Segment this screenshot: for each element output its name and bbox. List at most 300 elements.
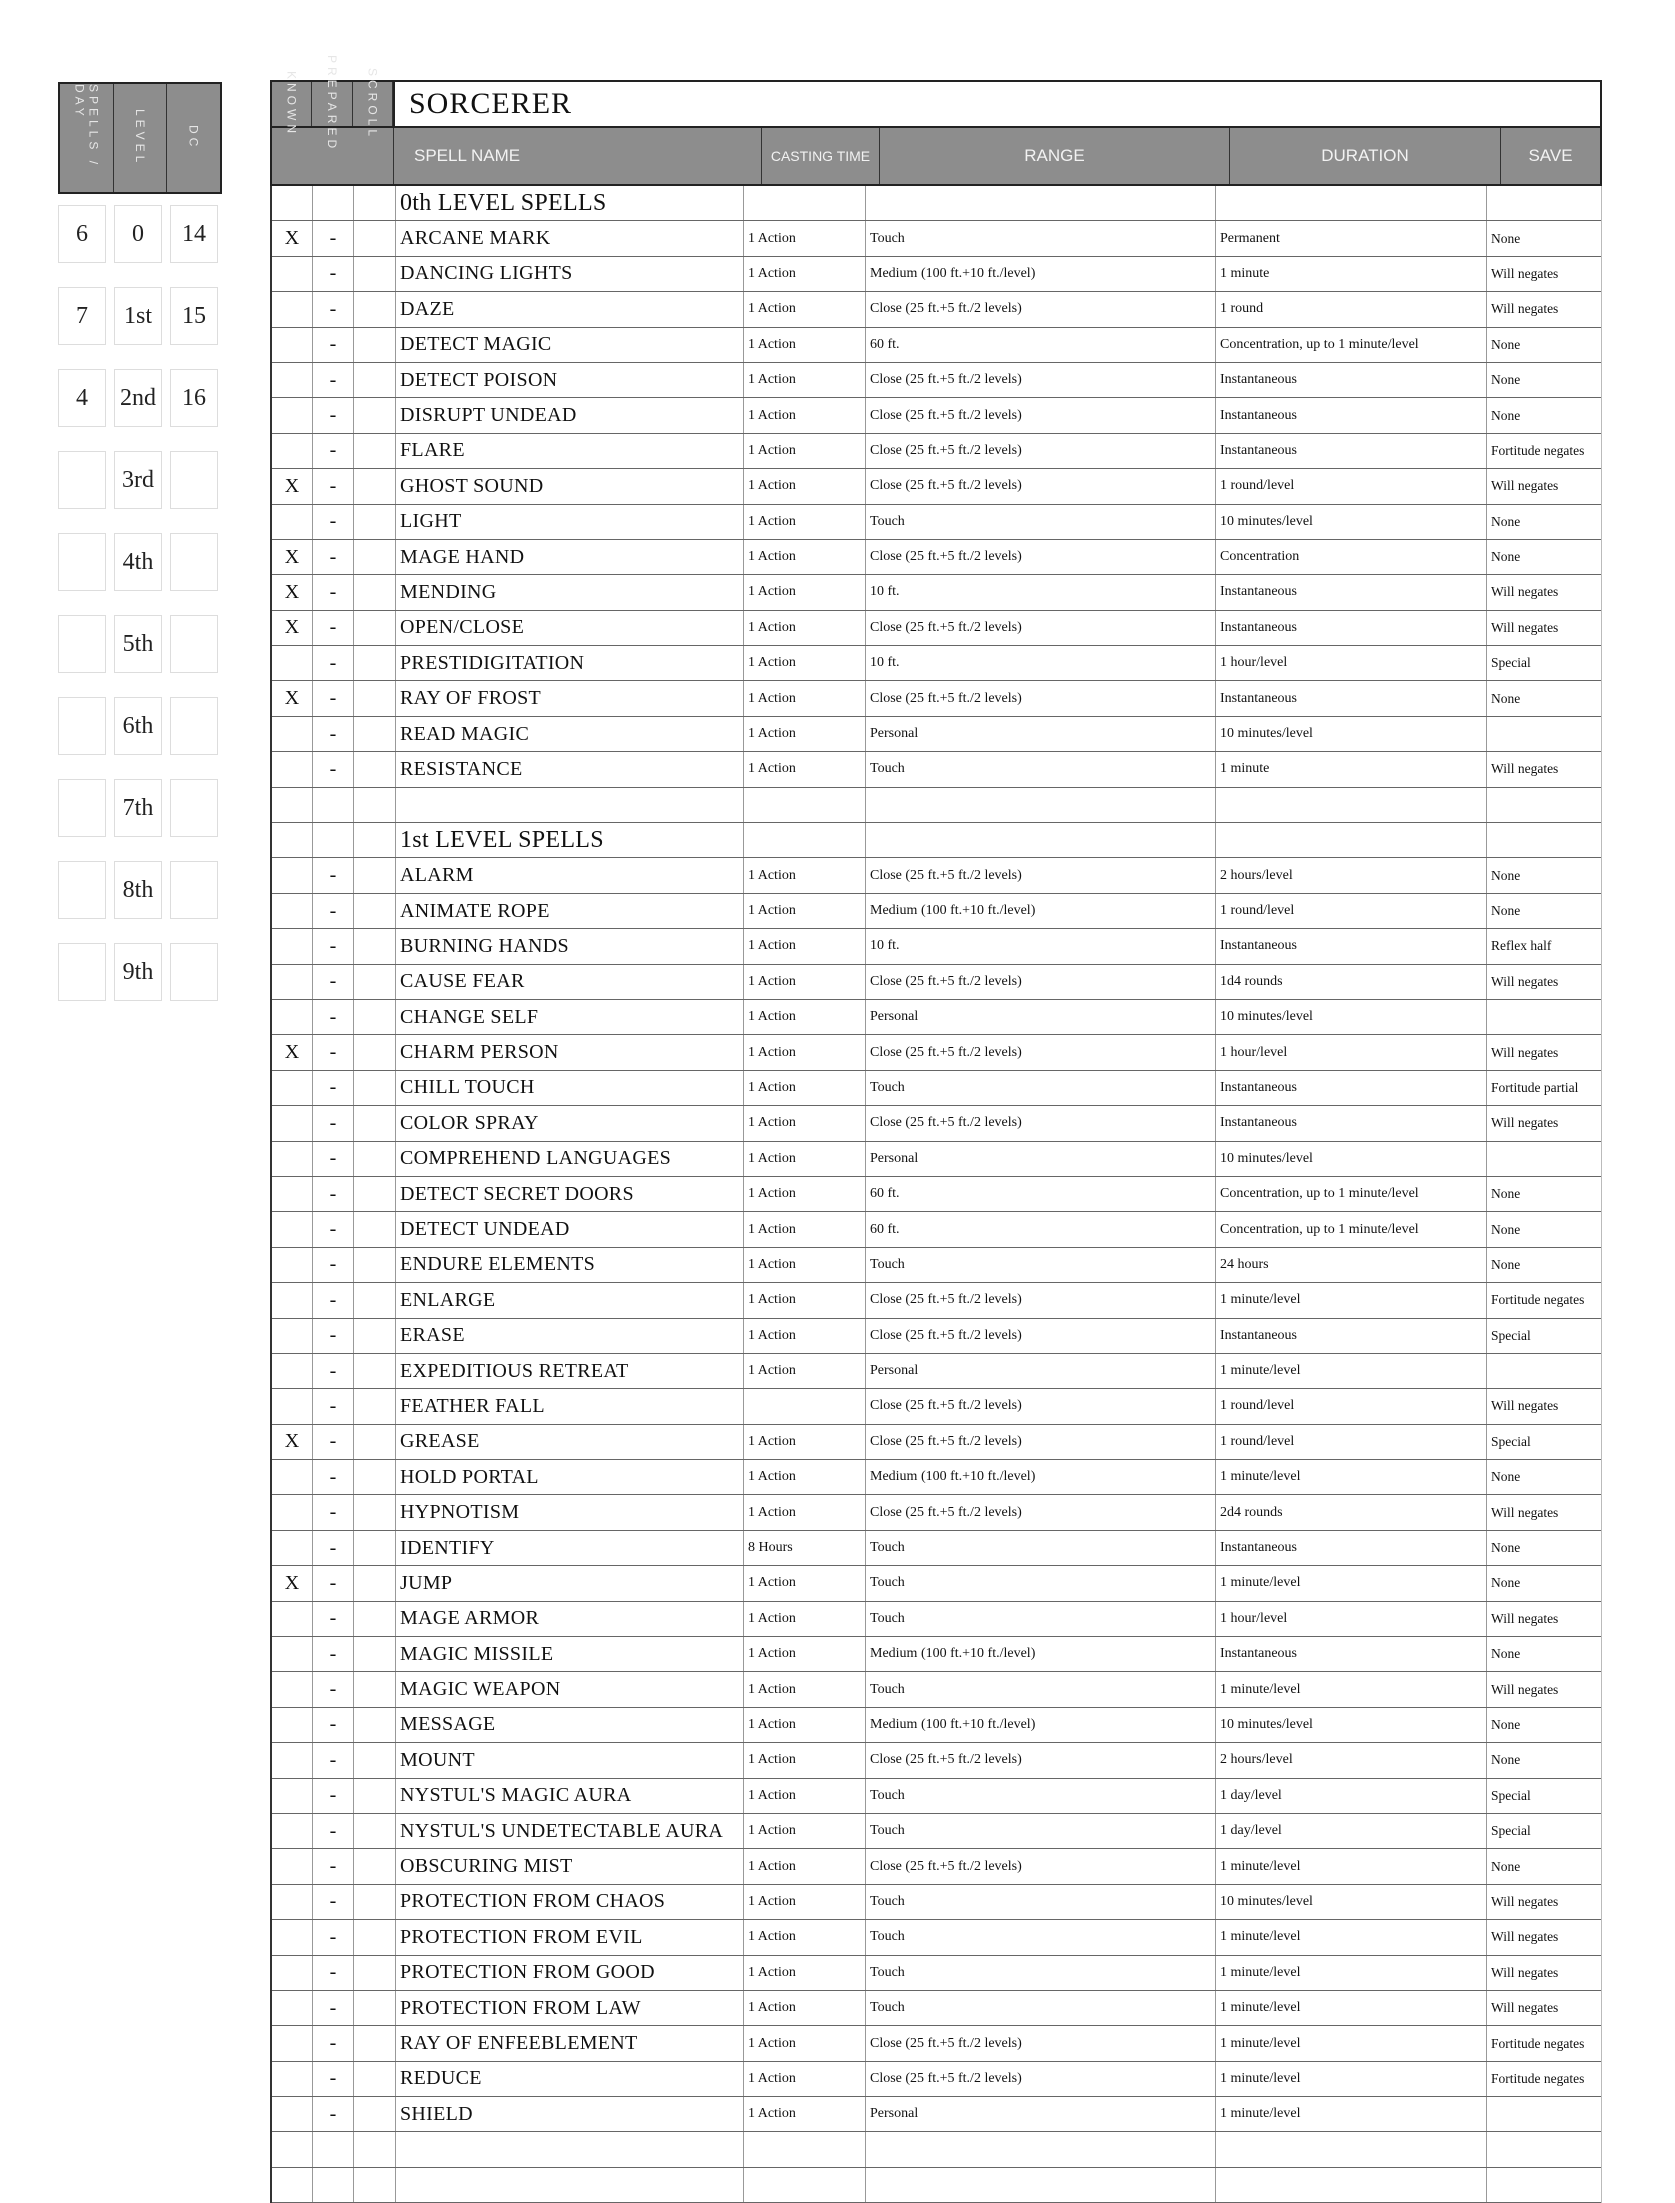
known-checkbox[interactable] <box>272 1602 313 1636</box>
known-checkbox[interactable] <box>272 292 313 326</box>
scroll-cell[interactable] <box>354 1177 396 1211</box>
scroll-cell[interactable] <box>354 434 396 468</box>
known-checkbox[interactable] <box>272 257 313 291</box>
spells-per-day-cell[interactable] <box>58 533 106 591</box>
range: Close (25 ft.+5 ft./2 levels) <box>866 1319 1216 1353</box>
prepared-cell[interactable]: - <box>313 1354 354 1388</box>
scroll-cell[interactable] <box>354 717 396 751</box>
known-checkbox[interactable]: X <box>272 1035 313 1069</box>
spells-per-day-cell[interactable]: 7 <box>58 287 106 345</box>
scroll-cell[interactable] <box>354 1708 396 1742</box>
dc-cell[interactable] <box>170 861 218 919</box>
known-checkbox[interactable] <box>272 965 313 999</box>
known-checkbox[interactable]: X <box>272 611 313 645</box>
prepared-cell[interactable]: - <box>313 717 354 751</box>
range: Close (25 ft.+5 ft./2 levels) <box>866 398 1216 432</box>
level-cell[interactable]: 9th <box>114 943 162 1001</box>
duration: 1 hour/level <box>1216 1602 1487 1636</box>
duration: Instantaneous <box>1216 434 1487 468</box>
known-checkbox[interactable] <box>272 1495 313 1529</box>
save: None <box>1491 690 1521 706</box>
range: Touch <box>866 1531 1216 1565</box>
spell-name: ALARM <box>396 858 744 892</box>
spell-name: EXPEDITIOUS RETREAT <box>396 1354 744 1388</box>
prepared-cell[interactable] <box>313 186 354 220</box>
casting-time <box>744 2132 866 2166</box>
spell-row <box>272 1283 1601 1318</box>
scroll-cell[interactable] <box>354 2132 396 2166</box>
known-checkbox[interactable] <box>272 1672 313 1706</box>
prepared-cell[interactable]: - <box>313 1672 354 1706</box>
prepared-cell[interactable]: - <box>313 1177 354 1211</box>
scroll-cell[interactable] <box>354 540 396 574</box>
casting-time: 1 Action <box>744 1743 866 1777</box>
save <box>1487 717 1601 751</box>
spell-row <box>272 1743 1601 1778</box>
scroll-cell[interactable] <box>354 1602 396 1636</box>
spell-level-heading: 0th LEVEL SPELLS <box>396 186 744 220</box>
prepared-cell[interactable]: - <box>313 1602 354 1636</box>
casting-time: 1 Action <box>744 1637 866 1671</box>
prepared-cell[interactable]: - <box>313 434 354 468</box>
casting-time: 1 Action <box>744 894 866 928</box>
level-cell[interactable]: 6th <box>114 697 162 755</box>
scroll-cell[interactable] <box>354 681 396 715</box>
prepared-cell[interactable]: - <box>313 221 354 255</box>
spells-per-day-cell[interactable] <box>58 615 106 673</box>
known-checkbox[interactable] <box>272 823 313 857</box>
spell-row <box>272 398 1601 433</box>
range: Medium (100 ft.+10 ft./level) <box>866 1708 1216 1742</box>
known-checkbox[interactable] <box>272 398 313 432</box>
scroll-cell[interactable] <box>354 1319 396 1353</box>
side-row <box>58 615 218 671</box>
dc-cell[interactable] <box>170 533 218 591</box>
prepared-cell[interactable]: - <box>313 894 354 928</box>
range <box>866 186 1216 220</box>
side-row <box>58 205 218 261</box>
known-checkbox[interactable] <box>272 1319 313 1353</box>
scroll-cell[interactable] <box>354 1531 396 1565</box>
range: Touch <box>866 1672 1216 1706</box>
prepared-cell[interactable] <box>313 823 354 857</box>
level-cell[interactable]: 7th <box>114 779 162 837</box>
casting-time: 1 Action <box>744 292 866 326</box>
dc-cell[interactable] <box>170 943 218 1001</box>
known-checkbox[interactable] <box>272 1071 313 1105</box>
known-checkbox[interactable] <box>272 858 313 892</box>
spell-row <box>272 1531 1601 1566</box>
flag-column-headers <box>270 55 393 153</box>
prepared-cell[interactable]: - <box>313 1920 354 1954</box>
scroll-cell[interactable] <box>354 1035 396 1069</box>
save: Will negates <box>1491 1044 1559 1060</box>
prepared-cell[interactable]: - <box>313 1142 354 1176</box>
save: Will negates <box>1491 1398 1559 1414</box>
duration <box>1216 186 1487 220</box>
known-checkbox[interactable] <box>272 2168 313 2202</box>
known-checkbox[interactable] <box>272 1531 313 1565</box>
known-checkbox[interactable] <box>272 505 313 539</box>
known-checkbox[interactable] <box>272 1920 313 1954</box>
spell-name: PROTECTION FROM GOOD <box>396 1956 744 1990</box>
prepared-cell[interactable]: - <box>313 1319 354 1353</box>
spell-row <box>272 1319 1601 1354</box>
scroll-cell[interactable] <box>354 788 396 822</box>
known-checkbox[interactable] <box>272 1956 313 1990</box>
prepared-cell[interactable]: - <box>313 2062 354 2096</box>
level-cell[interactable]: 0 <box>114 205 162 263</box>
scroll-cell[interactable] <box>354 1991 396 2025</box>
spells-per-day-cell[interactable] <box>58 779 106 837</box>
known-checkbox[interactable] <box>272 894 313 928</box>
save: Reflex half <box>1491 938 1552 954</box>
side-row <box>58 451 218 507</box>
prepared-cell[interactable]: - <box>313 328 354 362</box>
spell-row <box>272 646 1601 681</box>
scroll-cell[interactable] <box>354 257 396 291</box>
prepared-cell[interactable]: - <box>313 1531 354 1565</box>
prepared-cell[interactable]: - <box>313 1779 354 1813</box>
save: Special <box>1491 655 1531 671</box>
scroll-cell[interactable] <box>354 1885 396 1919</box>
known-checkbox[interactable] <box>272 1106 313 1140</box>
prepared-cell[interactable]: - <box>313 1956 354 1990</box>
known-checkbox[interactable]: X <box>272 469 313 503</box>
scroll-cell[interactable] <box>354 1849 396 1883</box>
prepared-cell[interactable]: - <box>313 1389 354 1423</box>
casting-time: 1 Action <box>744 717 866 751</box>
casting-time: 1 Action <box>744 1885 866 1919</box>
scroll-cell[interactable] <box>354 929 396 963</box>
scroll-cell[interactable] <box>354 1106 396 1140</box>
prepared-cell[interactable]: - <box>313 1460 354 1494</box>
known-checkbox[interactable] <box>272 1885 313 1919</box>
prepared-cell[interactable]: - <box>313 257 354 291</box>
range: 60 ft. <box>866 328 1216 362</box>
spells-per-day-cell[interactable] <box>58 697 106 755</box>
spells-per-day-cell[interactable]: 4 <box>58 369 106 427</box>
scroll-cell[interactable] <box>354 2168 396 2202</box>
scroll-cell[interactable] <box>354 894 396 928</box>
spells-per-day-cell[interactable] <box>58 861 106 919</box>
range: Close (25 ft.+5 ft./2 levels) <box>866 1743 1216 1777</box>
level-cell[interactable]: 3rd <box>114 451 162 509</box>
save: Will negates <box>1491 1893 1559 1909</box>
dc-cell[interactable]: 14 <box>170 205 218 263</box>
casting-time: 1 Action <box>744 1920 866 1954</box>
prepared-cell[interactable]: - <box>313 1000 354 1034</box>
range: Touch <box>866 1814 1216 1848</box>
prepared-cell[interactable]: - <box>313 1071 354 1105</box>
known-checkbox[interactable] <box>272 1248 313 1282</box>
level-cell[interactable]: 5th <box>114 615 162 673</box>
side-row <box>58 369 218 425</box>
scroll-cell[interactable] <box>354 292 396 326</box>
scroll-cell[interactable] <box>354 221 396 255</box>
known-checkbox[interactable] <box>272 363 313 397</box>
save: Will negates <box>1491 1964 1559 1980</box>
known-checkbox[interactable]: X <box>272 1566 313 1600</box>
header-spell-name: SPELL NAME <box>394 128 762 184</box>
prepared-cell[interactable]: - <box>313 1814 354 1848</box>
scroll-cell[interactable] <box>354 965 396 999</box>
spell-row <box>272 2062 1601 2097</box>
spells-per-day-cell[interactable]: 6 <box>58 205 106 263</box>
scroll-cell[interactable] <box>354 363 396 397</box>
known-checkbox[interactable] <box>272 788 313 822</box>
level-cell[interactable]: 2nd <box>114 369 162 427</box>
known-checkbox[interactable] <box>272 1991 313 2025</box>
prepared-cell[interactable]: - <box>313 1425 354 1459</box>
prepared-cell[interactable] <box>313 2168 354 2202</box>
known-checkbox[interactable] <box>272 2026 313 2060</box>
save: Special <box>1491 1327 1531 1343</box>
level-cell[interactable]: 8th <box>114 861 162 919</box>
scroll-cell[interactable] <box>354 1743 396 1777</box>
spell-row <box>272 894 1601 929</box>
save: Will negates <box>1491 1504 1559 1520</box>
scroll-cell[interactable] <box>354 1956 396 1990</box>
prepared-cell[interactable]: - <box>313 398 354 432</box>
casting-time: 1 Action <box>744 965 866 999</box>
prepared-cell[interactable]: - <box>313 929 354 963</box>
known-checkbox[interactable] <box>272 929 313 963</box>
range: 60 ft. <box>866 1177 1216 1211</box>
known-checkbox[interactable] <box>272 1637 313 1671</box>
level-cell[interactable]: 1st <box>114 287 162 345</box>
prepared-cell[interactable]: - <box>313 1637 354 1671</box>
side-row <box>58 697 218 753</box>
scroll-cell[interactable] <box>354 2026 396 2060</box>
save: None <box>1491 1221 1521 1237</box>
prepared-cell[interactable]: - <box>313 965 354 999</box>
scroll-cell[interactable] <box>354 1389 396 1423</box>
known-checkbox[interactable] <box>272 1354 313 1388</box>
scroll-cell[interactable] <box>354 1142 396 1176</box>
casting-time: 1 Action <box>744 540 866 574</box>
prepared-cell[interactable]: - <box>313 363 354 397</box>
save: Will negates <box>1491 1115 1559 1131</box>
prepared-cell[interactable]: - <box>313 1566 354 1600</box>
known-checkbox[interactable] <box>272 717 313 751</box>
scroll-cell[interactable] <box>354 328 396 362</box>
scroll-cell[interactable] <box>354 575 396 609</box>
prepared-cell[interactable]: - <box>313 1849 354 1883</box>
known-checkbox[interactable]: X <box>272 221 313 255</box>
casting-time: 1 Action <box>744 1814 866 1848</box>
known-checkbox[interactable]: X <box>272 681 313 715</box>
scroll-cell[interactable] <box>354 1071 396 1105</box>
scroll-cell[interactable] <box>354 823 396 857</box>
prepared-cell[interactable]: - <box>313 1035 354 1069</box>
known-checkbox[interactable]: X <box>272 575 313 609</box>
scroll-cell[interactable] <box>354 505 396 539</box>
prepared-cell[interactable]: - <box>313 681 354 715</box>
known-checkbox[interactable] <box>272 2062 313 2096</box>
casting-time <box>744 823 866 857</box>
spell-name: DAZE <box>396 292 744 326</box>
spells-per-day-cell[interactable] <box>58 451 106 509</box>
spell-name: ENLARGE <box>396 1283 744 1317</box>
spell-row <box>272 575 1601 610</box>
save <box>1487 186 1601 220</box>
prepared-cell[interactable]: - <box>313 1106 354 1140</box>
scroll-cell[interactable] <box>354 1637 396 1671</box>
casting-time: 1 Action <box>744 363 866 397</box>
known-checkbox[interactable] <box>272 1743 313 1777</box>
scroll-cell[interactable] <box>354 1248 396 1282</box>
scroll-cell[interactable] <box>354 858 396 892</box>
known-checkbox[interactable] <box>272 646 313 680</box>
dc-cell[interactable]: 16 <box>170 369 218 427</box>
save: None <box>1491 903 1521 918</box>
duration: Instantaneous <box>1216 929 1487 963</box>
save <box>1487 2168 1601 2202</box>
level-cell[interactable]: 4th <box>114 533 162 591</box>
scroll-cell[interactable] <box>354 1425 396 1459</box>
spell-name: CHANGE SELF <box>396 1000 744 1034</box>
scroll-cell[interactable] <box>354 186 396 220</box>
scroll-cell[interactable] <box>354 646 396 680</box>
known-checkbox[interactable] <box>272 1212 313 1246</box>
save: None <box>1491 867 1521 883</box>
known-checkbox[interactable] <box>272 1389 313 1423</box>
scroll-cell[interactable] <box>354 1672 396 1706</box>
duration: 1 minute <box>1216 752 1487 786</box>
known-checkbox[interactable] <box>272 1000 313 1034</box>
prepared-cell[interactable]: - <box>313 292 354 326</box>
scroll-cell[interactable] <box>354 398 396 432</box>
known-checkbox[interactable]: X <box>272 1425 313 1459</box>
prepared-cell[interactable] <box>313 788 354 822</box>
dc-cell[interactable] <box>170 697 218 755</box>
prepared-cell[interactable]: - <box>313 575 354 609</box>
dc-cell[interactable] <box>170 615 218 673</box>
duration: 1 round/level <box>1216 469 1487 503</box>
range: Close (25 ft.+5 ft./2 levels) <box>866 1389 1216 1423</box>
known-checkbox[interactable] <box>272 434 313 468</box>
save: Special <box>1491 1823 1531 1839</box>
known-checkbox[interactable] <box>272 1283 313 1317</box>
known-checkbox[interactable] <box>272 1779 313 1813</box>
prepared-cell[interactable]: - <box>313 1212 354 1246</box>
spell-name <box>396 2132 744 2166</box>
prepared-cell[interactable]: - <box>313 1708 354 1742</box>
known-checkbox[interactable] <box>272 1142 313 1176</box>
prepared-cell[interactable]: - <box>313 505 354 539</box>
duration: 1 minute/level <box>1216 2062 1487 2096</box>
spell-row <box>272 1425 1601 1460</box>
prepared-cell[interactable]: - <box>313 1743 354 1777</box>
scroll-cell[interactable] <box>354 1212 396 1246</box>
scroll-cell[interactable] <box>354 2097 396 2131</box>
prepared-cell[interactable]: - <box>313 752 354 786</box>
prepared-cell[interactable] <box>313 2132 354 2166</box>
known-checkbox[interactable] <box>272 1177 313 1211</box>
casting-time <box>744 2168 866 2202</box>
scroll-cell[interactable] <box>354 611 396 645</box>
known-checkbox[interactable] <box>272 752 313 786</box>
duration: 1 minute/level <box>1216 1283 1487 1317</box>
known-checkbox[interactable] <box>272 1814 313 1848</box>
save: None <box>1491 230 1521 246</box>
prepared-cell[interactable]: - <box>313 469 354 503</box>
duration: 10 minutes/level <box>1216 717 1487 751</box>
casting-time: 1 Action <box>744 1566 866 1600</box>
known-checkbox[interactable] <box>272 1460 313 1494</box>
duration <box>1216 823 1487 857</box>
prepared-cell[interactable]: - <box>313 611 354 645</box>
range: 10 ft. <box>866 929 1216 963</box>
dc-cell[interactable]: 15 <box>170 287 218 345</box>
spells-per-day-cell[interactable] <box>58 943 106 1001</box>
prepared-cell[interactable]: - <box>313 2026 354 2060</box>
duration: 1 minute/level <box>1216 1849 1487 1883</box>
scroll-cell[interactable] <box>354 1000 396 1034</box>
scroll-cell[interactable] <box>354 469 396 503</box>
save: None <box>1491 1469 1521 1485</box>
scroll-cell[interactable] <box>354 1779 396 1813</box>
prepared-cell[interactable]: - <box>313 1885 354 1919</box>
scroll-cell[interactable] <box>354 1920 396 1954</box>
known-checkbox[interactable] <box>272 1708 313 1742</box>
known-checkbox[interactable] <box>272 1849 313 1883</box>
prepared-cell[interactable]: - <box>313 646 354 680</box>
known-checkbox[interactable] <box>272 328 313 362</box>
scroll-cell[interactable] <box>354 1460 396 1494</box>
scroll-cell[interactable] <box>354 1354 396 1388</box>
spell-name: CHARM PERSON <box>396 1035 744 1069</box>
spell-row <box>272 1602 1601 1637</box>
duration: 10 minutes/level <box>1216 1708 1487 1742</box>
range: Medium (100 ft.+10 ft./level) <box>866 257 1216 291</box>
spell-name: ERASE <box>396 1319 744 1353</box>
spell-name: NYSTUL'S MAGIC AURA <box>396 1779 744 1813</box>
prepared-cell[interactable]: - <box>313 1248 354 1282</box>
scroll-cell[interactable] <box>354 1283 396 1317</box>
range: Touch <box>866 1248 1216 1282</box>
spell-name: OPEN/CLOSE <box>396 611 744 645</box>
scroll-cell[interactable] <box>354 752 396 786</box>
save: Will negates <box>1491 2000 1559 2016</box>
dc-cell[interactable] <box>170 779 218 837</box>
spell-row <box>272 1035 1601 1070</box>
spell-name: BURNING HANDS <box>396 929 744 963</box>
scroll-cell[interactable] <box>354 2062 396 2096</box>
known-checkbox[interactable] <box>272 186 313 220</box>
scroll-cell[interactable] <box>354 1566 396 1600</box>
prepared-cell[interactable]: - <box>313 2097 354 2131</box>
known-checkbox[interactable] <box>272 2097 313 2131</box>
prepared-cell[interactable]: - <box>313 1283 354 1317</box>
spell-name <box>396 2168 744 2202</box>
save: Will negates <box>1491 265 1559 281</box>
range: Touch <box>866 1885 1216 1919</box>
prepared-cell[interactable]: - <box>313 858 354 892</box>
known-checkbox[interactable] <box>272 2132 313 2166</box>
scroll-cell[interactable] <box>354 1814 396 1848</box>
casting-time: 1 Action <box>744 505 866 539</box>
scroll-cell[interactable] <box>354 1495 396 1529</box>
prepared-cell[interactable]: - <box>313 1495 354 1529</box>
save: None <box>1491 549 1521 565</box>
dc-cell[interactable] <box>170 451 218 509</box>
spell-row <box>272 1248 1601 1283</box>
known-checkbox[interactable]: X <box>272 540 313 574</box>
prepared-cell[interactable]: - <box>313 1991 354 2025</box>
prepared-cell[interactable]: - <box>313 540 354 574</box>
